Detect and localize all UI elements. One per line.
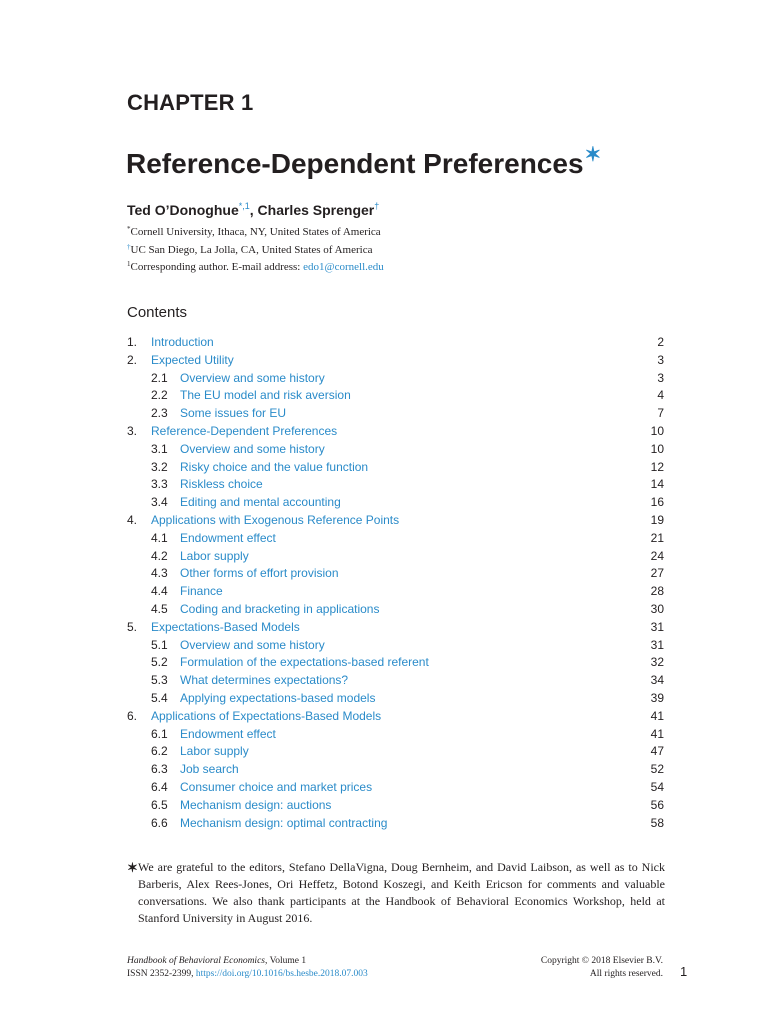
toc-entry-link[interactable]: Formulation of the expectations-based referent (180, 655, 429, 670)
toc-subsection-entry[interactable] (127, 743, 664, 761)
toc-subsection-entry[interactable] (127, 476, 664, 494)
toc-entry-link[interactable]: Other forms of effort provision (180, 566, 339, 581)
toc-entry-link[interactable]: Finance (180, 584, 223, 599)
toc-entry-page: 56 (650, 797, 664, 812)
toc-entry-page: 31 (650, 637, 664, 652)
toc-entry-link[interactable]: Coding and bracketing in applications (180, 601, 380, 616)
toc-entry-link[interactable]: Applications of Expectations-Based Models (151, 708, 382, 723)
toc-entry-link[interactable]: Applications with Exogenous Reference Points (151, 512, 400, 527)
footer-citation (127, 955, 368, 981)
toc-entry-page: 47 (650, 744, 664, 759)
table-of-contents (127, 334, 664, 832)
toc-entry-link[interactable]: Reference-Dependent Preferences (151, 423, 338, 438)
toc-entry-number: 1. (127, 335, 138, 349)
toc-entry-link[interactable]: Risky choice and the value function (180, 459, 369, 474)
toc-entry-page: 3 (657, 352, 664, 367)
toc-entry-page: 21 (650, 530, 664, 545)
title-footnote-star-icon[interactable]: ✶ (584, 144, 602, 166)
chapter-title-text: Reference-Dependent Preferences (126, 148, 584, 179)
footer-journal-line (127, 955, 368, 968)
affiliation-mark: 1 (127, 260, 131, 268)
toc-entry-page: 54 (650, 779, 664, 794)
affiliation-line (127, 257, 384, 275)
toc-entry-page: 39 (650, 690, 664, 705)
toc-entry-number: 2.3 (151, 406, 168, 421)
toc-entry-link[interactable]: Labor supply (180, 548, 249, 563)
toc-entry-page: 30 (650, 601, 664, 616)
toc-section-entry[interactable] (127, 334, 664, 352)
journal-name: Handbook of Behavioral Economics (127, 956, 265, 966)
footnote-text: We are grateful to the editors, Stefano DellaVigna, Doug Bernheim, and David Laibson, as well as to Nick Barberis, Alex Rees-Jones, Ori Heffetz, Botond Koszegi, and Keith Ericson for comments and valuable conversations. We also thank participants at the Handbook of Behavioral Economics Workshop, held at Stanford University in August 2016. (138, 860, 665, 925)
title-footnote (127, 859, 665, 927)
toc-entry-number: 4.1 (151, 530, 168, 545)
toc-entry-number: 4.5 (151, 601, 168, 616)
toc-entry-link[interactable]: Labor supply (180, 744, 249, 759)
toc-subsection-entry[interactable] (127, 459, 664, 477)
toc-entry-link[interactable]: The EU model and risk aversion (180, 388, 351, 403)
toc-entry-page: 10 (650, 423, 664, 438)
rights-text: All rights reserved. (589, 969, 663, 979)
toc-subsection-entry[interactable] (127, 761, 664, 779)
toc-subsection-entry[interactable] (127, 530, 664, 548)
toc-entry-number: 3.3 (151, 477, 168, 492)
doi-link[interactable]: https://doi.org/10.1016/bs.hesbe.2018.07.003 (195, 969, 368, 979)
toc-entry-page: 14 (650, 477, 664, 492)
toc-entry-page: 32 (650, 655, 664, 670)
toc-entry-number: 4.2 (151, 548, 168, 563)
toc-subsection-entry[interactable] (127, 726, 664, 744)
affiliation-mark: † (127, 242, 131, 251)
toc-entry-number: 4.4 (151, 584, 168, 599)
contents-heading: Contents (127, 304, 188, 321)
toc-entry-number: 4.3 (151, 566, 168, 581)
corresponding-email-link[interactable]: edo1@cornell.edu (303, 261, 384, 273)
footnote-star-icon: ✶ (127, 860, 138, 875)
toc-entry-link[interactable]: Overview and some history (180, 441, 325, 456)
toc-entry-page: 4 (657, 388, 664, 403)
toc-subsection-entry[interactable] (127, 672, 664, 690)
toc-entry-link[interactable]: Mechanism design: optimal contracting (180, 815, 388, 830)
toc-entry-link[interactable]: Applying expectations-based models (180, 690, 376, 705)
toc-entry-page: 12 (650, 459, 664, 474)
chapter-title (126, 142, 601, 180)
toc-entry-link[interactable]: Expected Utility (151, 352, 234, 367)
toc-subsection-entry[interactable] (127, 779, 664, 797)
toc-entry-number: 6. (127, 708, 138, 723)
toc-subsection-entry[interactable] (127, 583, 664, 601)
toc-subsection-entry[interactable] (127, 601, 664, 619)
toc-entry-link[interactable]: What determines expectations? (180, 673, 349, 688)
toc-entry-page: 34 (650, 673, 664, 688)
toc-subsection-entry[interactable] (127, 690, 664, 708)
toc-entry-number: 5.3 (151, 673, 168, 688)
toc-entry-page: 41 (650, 708, 664, 723)
affiliation-text: Cornell University, Ithaca, NY, United States of America (130, 226, 381, 238)
author-2-affiliation-marks[interactable]: † (374, 201, 380, 211)
toc-entry-number: 2.2 (151, 388, 168, 403)
toc-entry-number: 3.4 (151, 495, 168, 510)
footer-copyright (541, 955, 663, 981)
toc-entry-page: 52 (650, 762, 664, 777)
affiliation-text: Corresponding author. E-mail address: (130, 261, 304, 273)
toc-entry-number: 6.6 (151, 815, 168, 830)
toc-entry-link[interactable]: Endowment effect (180, 726, 276, 741)
toc-subsection-entry[interactable] (127, 405, 664, 423)
toc-entry-link[interactable]: Riskless choice (180, 477, 263, 492)
toc-entry-page: 41 (650, 726, 664, 741)
affiliations (127, 222, 384, 275)
toc-entry-number: 6.3 (151, 762, 168, 777)
toc-entry-link[interactable]: Introduction (151, 335, 214, 349)
toc-entry-page: 28 (650, 584, 664, 599)
toc-subsection-entry[interactable] (127, 654, 664, 672)
toc-entry-page: 10 (650, 441, 664, 456)
issn-text: ISSN 2352-2399, (127, 969, 196, 979)
toc-entry-number: 5.4 (151, 690, 168, 705)
toc-entry-link[interactable]: Mechanism design: auctions (180, 797, 332, 812)
toc-entry-link[interactable]: Job search (180, 762, 239, 777)
toc-entry-number: 6.2 (151, 744, 168, 759)
toc-subsection-entry[interactable] (127, 370, 664, 388)
toc-entry-number: 6.5 (151, 797, 168, 812)
chapter-label: CHAPTER 1 (127, 90, 254, 115)
toc-entry-number: 5.2 (151, 655, 168, 670)
toc-entry-number: 6.4 (151, 779, 168, 794)
toc-subsection-entry[interactable] (127, 441, 664, 459)
toc-subsection-entry[interactable] (127, 815, 664, 833)
toc-subsection-entry[interactable] (127, 387, 664, 405)
toc-section-entry[interactable] (127, 619, 664, 637)
toc-entry-page: 7 (657, 406, 664, 421)
toc-entry-page: 27 (650, 566, 664, 581)
toc-subsection-entry[interactable] (127, 548, 664, 566)
toc-subsection-entry[interactable] (127, 494, 664, 512)
footer-issn-line (127, 968, 368, 981)
page-number: 1 (680, 964, 688, 979)
author-1-affiliation-marks[interactable]: *,1 (238, 201, 250, 211)
toc-entry-page: 24 (650, 548, 664, 563)
affiliation-mark: * (127, 225, 131, 233)
author-separator: , (249, 202, 258, 218)
toc-entry-number: 3.1 (151, 441, 168, 456)
toc-subsection-entry[interactable] (127, 797, 664, 815)
author-name-1: Ted O’Donoghue (127, 202, 239, 218)
volume-text: , Volume 1 (265, 956, 307, 966)
affiliation-line (127, 222, 384, 240)
affiliation-line (127, 240, 384, 258)
author-line (127, 201, 379, 218)
toc-entry-link[interactable]: Overview and some history (180, 637, 325, 652)
toc-entry-number: 2. (127, 352, 138, 367)
toc-entry-link[interactable]: Overview and some history (180, 370, 325, 385)
toc-entry-link[interactable]: Consumer choice and market prices (180, 779, 373, 794)
toc-entry-link[interactable]: Endowment effect (180, 530, 276, 545)
toc-entry-page: 2 (657, 335, 664, 349)
toc-section-entry[interactable] (127, 423, 664, 441)
toc-entry-number: 6.1 (151, 726, 168, 741)
toc-entry-number: 3.2 (151, 459, 168, 474)
author-name-2: Charles Sprenger (257, 202, 375, 218)
toc-entry-number: 4. (127, 512, 138, 527)
copyright-text: Copyright © 2018 Elsevier B.V. (540, 956, 663, 966)
toc-entry-number: 2.1 (151, 370, 168, 385)
toc-entry-link[interactable]: Expectations-Based Models (151, 619, 300, 634)
toc-entry-page: 3 (657, 370, 664, 385)
toc-entry-link[interactable]: Some issues for EU (180, 406, 287, 421)
toc-entry-number: 5. (127, 619, 138, 634)
toc-section-entry[interactable] (127, 512, 664, 530)
toc-entry-number: 5.1 (151, 637, 168, 652)
toc-entry-number: 3. (127, 423, 138, 438)
toc-entry-page: 31 (650, 619, 664, 634)
toc-subsection-entry[interactable] (127, 565, 664, 583)
toc-section-entry[interactable] (127, 352, 664, 370)
toc-entry-page: 16 (650, 495, 664, 510)
toc-subsection-entry[interactable] (127, 637, 664, 655)
toc-entry-page: 58 (650, 815, 664, 830)
toc-section-entry[interactable] (127, 708, 664, 726)
affiliation-text: UC San Diego, La Jolla, CA, United States of America (130, 243, 373, 256)
toc-entry-link[interactable]: Editing and mental accounting (180, 495, 341, 510)
toc-entry-page: 19 (650, 512, 664, 527)
